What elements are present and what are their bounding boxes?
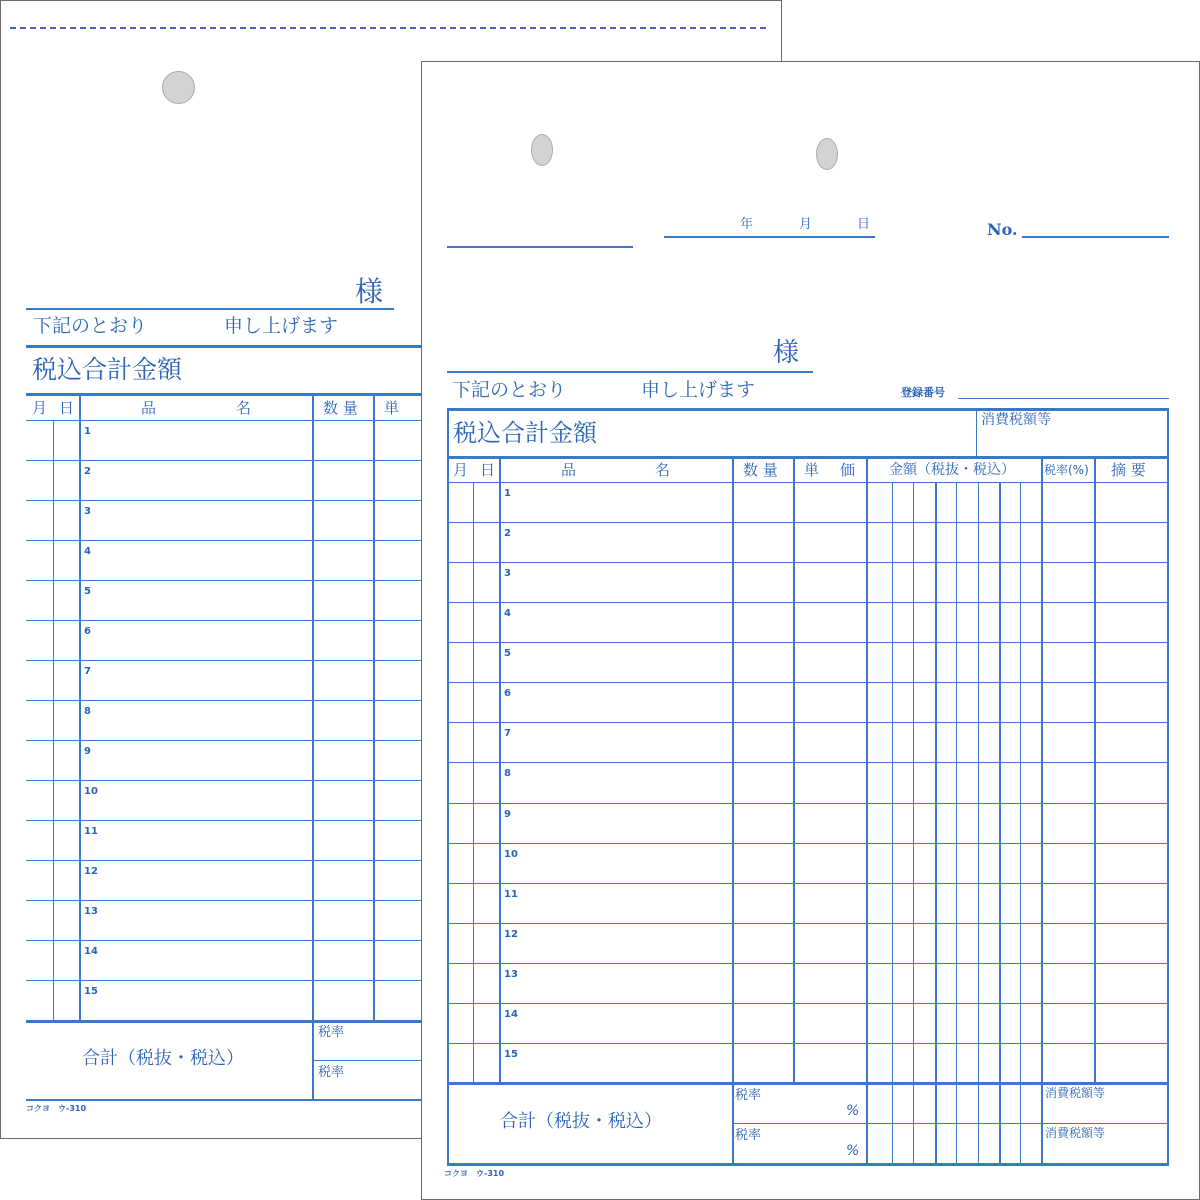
back-row-number: 12 (84, 866, 98, 877)
front-col-month: 月 (453, 461, 469, 479)
front-header-bottom (447, 482, 1169, 483)
back-row-line (26, 940, 421, 941)
back-vline-unit (373, 393, 375, 1020)
amount-digit-divider (913, 482, 914, 1164)
front-col-quantity: 数 量 (743, 461, 778, 479)
front-addressee-line[interactable] (447, 371, 813, 373)
back-table-top (26, 393, 421, 396)
back-row-number: 1 (84, 426, 91, 437)
front-tax-rate-2-unit: % (846, 1143, 860, 1159)
front-tax-incl-total-label: 税込合計金額 (453, 419, 597, 447)
front-col-unit-price-1: 単 (804, 461, 820, 479)
back-tax-incl-total-label: 税込合計金額 (32, 355, 183, 384)
back-row-number: 15 (84, 986, 98, 997)
front-row-number: 6 (504, 688, 511, 700)
front-total-top (447, 1082, 1169, 1085)
front-vline-unit (793, 456, 795, 1083)
back-table-bottom (26, 1099, 421, 1101)
back-col-item-1: 品 (141, 399, 157, 417)
consumption-tax-box-divider (976, 408, 977, 457)
front-row-line (447, 883, 1169, 884)
front-row-line (447, 1043, 1169, 1044)
back-total-label: 合計（税抜・税込） (82, 1048, 244, 1069)
front-row-number: 3 (504, 568, 511, 580)
back-row-number: 3 (84, 506, 91, 517)
punch-hole-left (531, 134, 553, 166)
front-row-line (447, 762, 1169, 763)
front-row-number: 15 (504, 1048, 518, 1060)
front-consumption-tax-1-label: 消費税額等 (1045, 1086, 1106, 1100)
front-row-line (447, 843, 1169, 844)
back-col-month: 月 (32, 399, 48, 417)
front-tax-rate-1-label: 税率 (735, 1088, 762, 1103)
back-row-line (26, 860, 421, 861)
front-row-number: 5 (504, 648, 511, 660)
front-row-number: 7 (504, 728, 511, 740)
front-row-line (447, 602, 1169, 603)
front-row-number: 9 (504, 808, 511, 820)
date-year-label: 年 (740, 217, 754, 232)
back-row-number: 7 (84, 666, 91, 677)
back-greeting-left: 下記のとおり (33, 315, 148, 337)
perforation-line (10, 27, 766, 29)
front-row-line (447, 562, 1169, 563)
back-row-line (26, 620, 421, 621)
back-col-day: 日 (59, 399, 75, 417)
front-greeting-right: 申し上げます (641, 379, 756, 401)
punch-hole (162, 71, 195, 104)
front-col-tax-rate: 税率(%) (1044, 463, 1089, 477)
back-row-number: 4 (84, 546, 91, 557)
back-row-line (26, 700, 421, 701)
date-month-label: 月 (799, 217, 813, 232)
front-row-number: 1 (504, 488, 511, 499)
amount-digit-divider (935, 482, 937, 1164)
back-tax-rate-1: 税率 (318, 1025, 345, 1040)
front-row-line (447, 963, 1169, 964)
front-row-line (447, 1003, 1169, 1004)
back-row-line (26, 660, 421, 661)
back-row-number: 5 (84, 586, 91, 597)
front-row-line (447, 722, 1169, 723)
back-row-number: 8 (84, 706, 91, 717)
back-row-line (26, 780, 421, 781)
back-row-line (26, 900, 421, 901)
back-greeting-right: 申し上げます (224, 315, 339, 337)
front-row-number: 8 (504, 768, 511, 780)
front-total-label: 合計（税抜・税込） (500, 1111, 662, 1132)
back-rule (26, 345, 421, 348)
registration-number-line[interactable] (958, 398, 1169, 399)
front-honorific: 様 (773, 338, 800, 368)
front-row-number: 14 (504, 1008, 518, 1020)
front-consumption-tax-2-label: 消費税額等 (1045, 1126, 1106, 1140)
front-greeting-left: 下記のとおり (452, 379, 567, 401)
amount-digit-divider (892, 482, 893, 1164)
back-row-number: 14 (84, 946, 98, 957)
amount-digit-divider (1020, 482, 1021, 1164)
back-row-line (26, 540, 421, 541)
front-row-line (447, 642, 1169, 643)
back-row-number: 13 (84, 906, 98, 917)
back-row-line (26, 980, 421, 981)
back-col-item-2: 名 (236, 399, 252, 417)
date-line[interactable] (664, 236, 875, 238)
registration-number-label: 登録番号 (901, 386, 945, 399)
front-col-day: 日 (480, 461, 496, 479)
back-col-unit-price: 単 (384, 399, 400, 417)
back-header-bottom (26, 420, 421, 421)
number-line[interactable] (1022, 236, 1169, 238)
front-row-number: 11 (504, 888, 518, 900)
back-row-number: 6 (84, 626, 91, 637)
front-col-item-1: 品 (561, 461, 577, 479)
back-tax-rate-divider (312, 1060, 421, 1061)
front-row-number: 10 (504, 848, 518, 860)
front-row-line (447, 522, 1169, 523)
back-row-line (26, 740, 421, 741)
front-tax-rate-divider (732, 1123, 1169, 1124)
front-row-number: 2 (504, 528, 511, 540)
front-col-item-2: 名 (655, 461, 671, 479)
punch-hole-right (816, 138, 838, 170)
front-table-bottom (447, 1163, 1169, 1166)
front-row-line (447, 803, 1169, 804)
date-day-label: 日 (857, 217, 871, 232)
back-tax-rate-2: 税率 (318, 1065, 345, 1080)
amount-digit-divider (978, 482, 979, 1164)
back-row-line (26, 460, 421, 461)
back-row-line (26, 500, 421, 501)
front-row-number: 12 (504, 928, 518, 940)
back-vline-day (53, 420, 54, 1020)
customer-name-line[interactable] (447, 246, 633, 248)
number-label: No. (987, 220, 1018, 239)
amount-digit-divider (999, 482, 1001, 1164)
back-row-number: 11 (84, 826, 98, 837)
amount-digit-divider (956, 482, 957, 1164)
back-row-number: 9 (84, 746, 91, 757)
front-tax-rate-2-label: 税率 (735, 1128, 762, 1143)
back-total-top (26, 1020, 421, 1023)
back-row-line (26, 580, 421, 581)
front-row-number: 13 (504, 968, 518, 980)
front-col-amount: 金額（税抜・税込） (889, 462, 1015, 478)
back-vline-item (79, 393, 81, 1020)
front-table-top (447, 408, 1169, 411)
back-row-number: 2 (84, 466, 91, 477)
front-row-number: 4 (504, 608, 511, 620)
front-tax-rate-1-unit: % (846, 1103, 860, 1119)
back-col-quantity: 数 量 (323, 399, 358, 417)
back-addressee-line (26, 308, 394, 310)
front-consumption-tax-label: 消費税額等 (981, 412, 1051, 428)
back-footer-code: コクヨ ウ-310 (26, 1104, 87, 1113)
front-header-top (447, 456, 1169, 459)
front-row-line (447, 923, 1169, 924)
front-vline-remarks (1094, 456, 1096, 1083)
front-col-unit-price-2: 価 (840, 461, 856, 479)
front-row-line (447, 682, 1169, 683)
front-vline-item (499, 456, 501, 1083)
front-vline-day (473, 482, 474, 1083)
back-row-number: 10 (84, 786, 98, 797)
back-honorific: 様 (355, 275, 384, 308)
front-col-remarks: 摘 要 (1111, 461, 1146, 479)
front-footer-code: コクヨ ウ-310 (444, 1169, 505, 1178)
back-row-line (26, 820, 421, 821)
